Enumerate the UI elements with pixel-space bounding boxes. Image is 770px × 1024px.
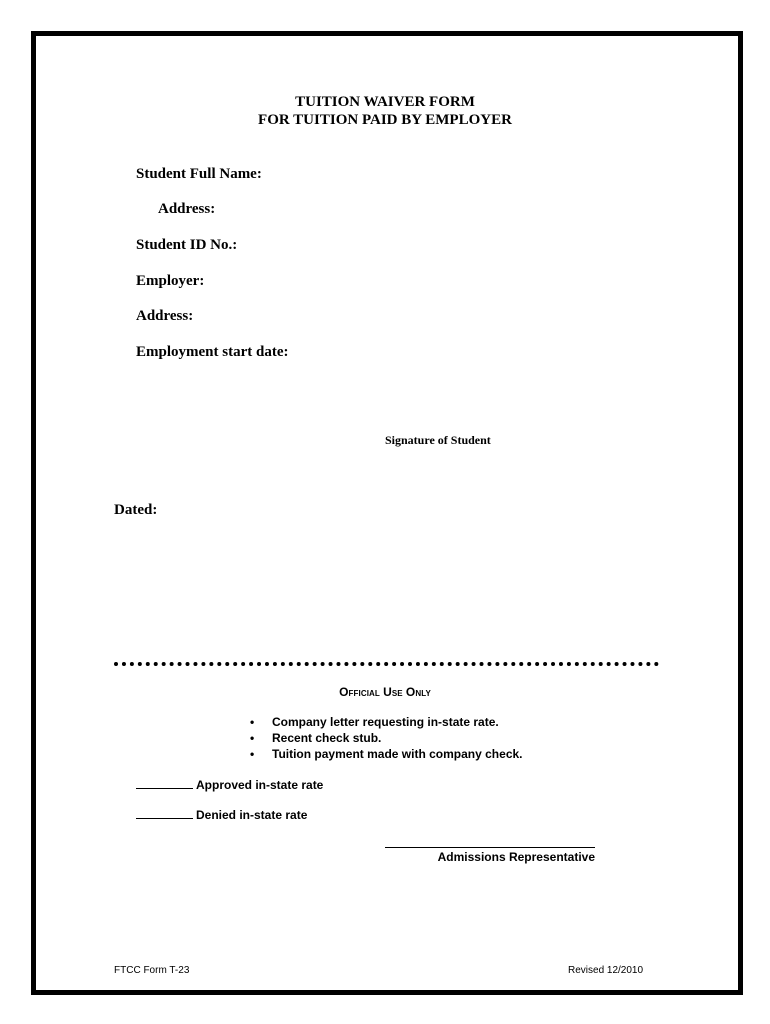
signature-of-student-label: Signature of Student — [385, 433, 491, 447]
employer-address-label: Address: — [136, 308, 194, 324]
denied-blank[interactable] — [136, 807, 193, 819]
checklist-item: • Tuition payment made with company check. — [250, 747, 523, 761]
employment-start-date-label: Employment start date: — [136, 344, 289, 360]
student-address-label: Address: — [158, 201, 216, 217]
checklist-item: • Recent check stub. — [250, 731, 382, 745]
student-full-name-label: Student Full Name: — [136, 166, 262, 182]
bullet-icon: • — [250, 747, 255, 761]
student-id-label: Student ID No.: — [136, 237, 238, 253]
bullet-icon: • — [250, 715, 255, 729]
form-title-line-2: FOR TUITION PAID BY EMPLOYER — [258, 112, 512, 128]
cut-line-divider — [114, 662, 659, 666]
official-use-only-heading: Official Use Only — [339, 685, 431, 699]
denied-row — [136, 807, 307, 822]
admissions-representative-label: Admissions Representative — [437, 850, 595, 864]
form-id: FTCC Form T-23 — [114, 965, 190, 976]
approved-row — [136, 777, 323, 792]
form-title-line-1: TUITION WAIVER FORM — [295, 94, 475, 110]
employer-label: Employer: — [136, 273, 205, 289]
revision-date: Revised 12/2010 — [568, 965, 644, 976]
official-checklist — [248, 714, 523, 762]
checklist-item: • Company letter requesting in-state rate. — [250, 715, 499, 729]
approved-label: Approved in-state rate — [196, 778, 324, 792]
dated-label: Dated: — [114, 502, 158, 518]
denied-label: Denied in-state rate — [196, 808, 308, 822]
representative-signature-line[interactable] — [385, 847, 595, 848]
approved-blank[interactable] — [136, 777, 193, 789]
bullet-icon: • — [250, 731, 255, 745]
